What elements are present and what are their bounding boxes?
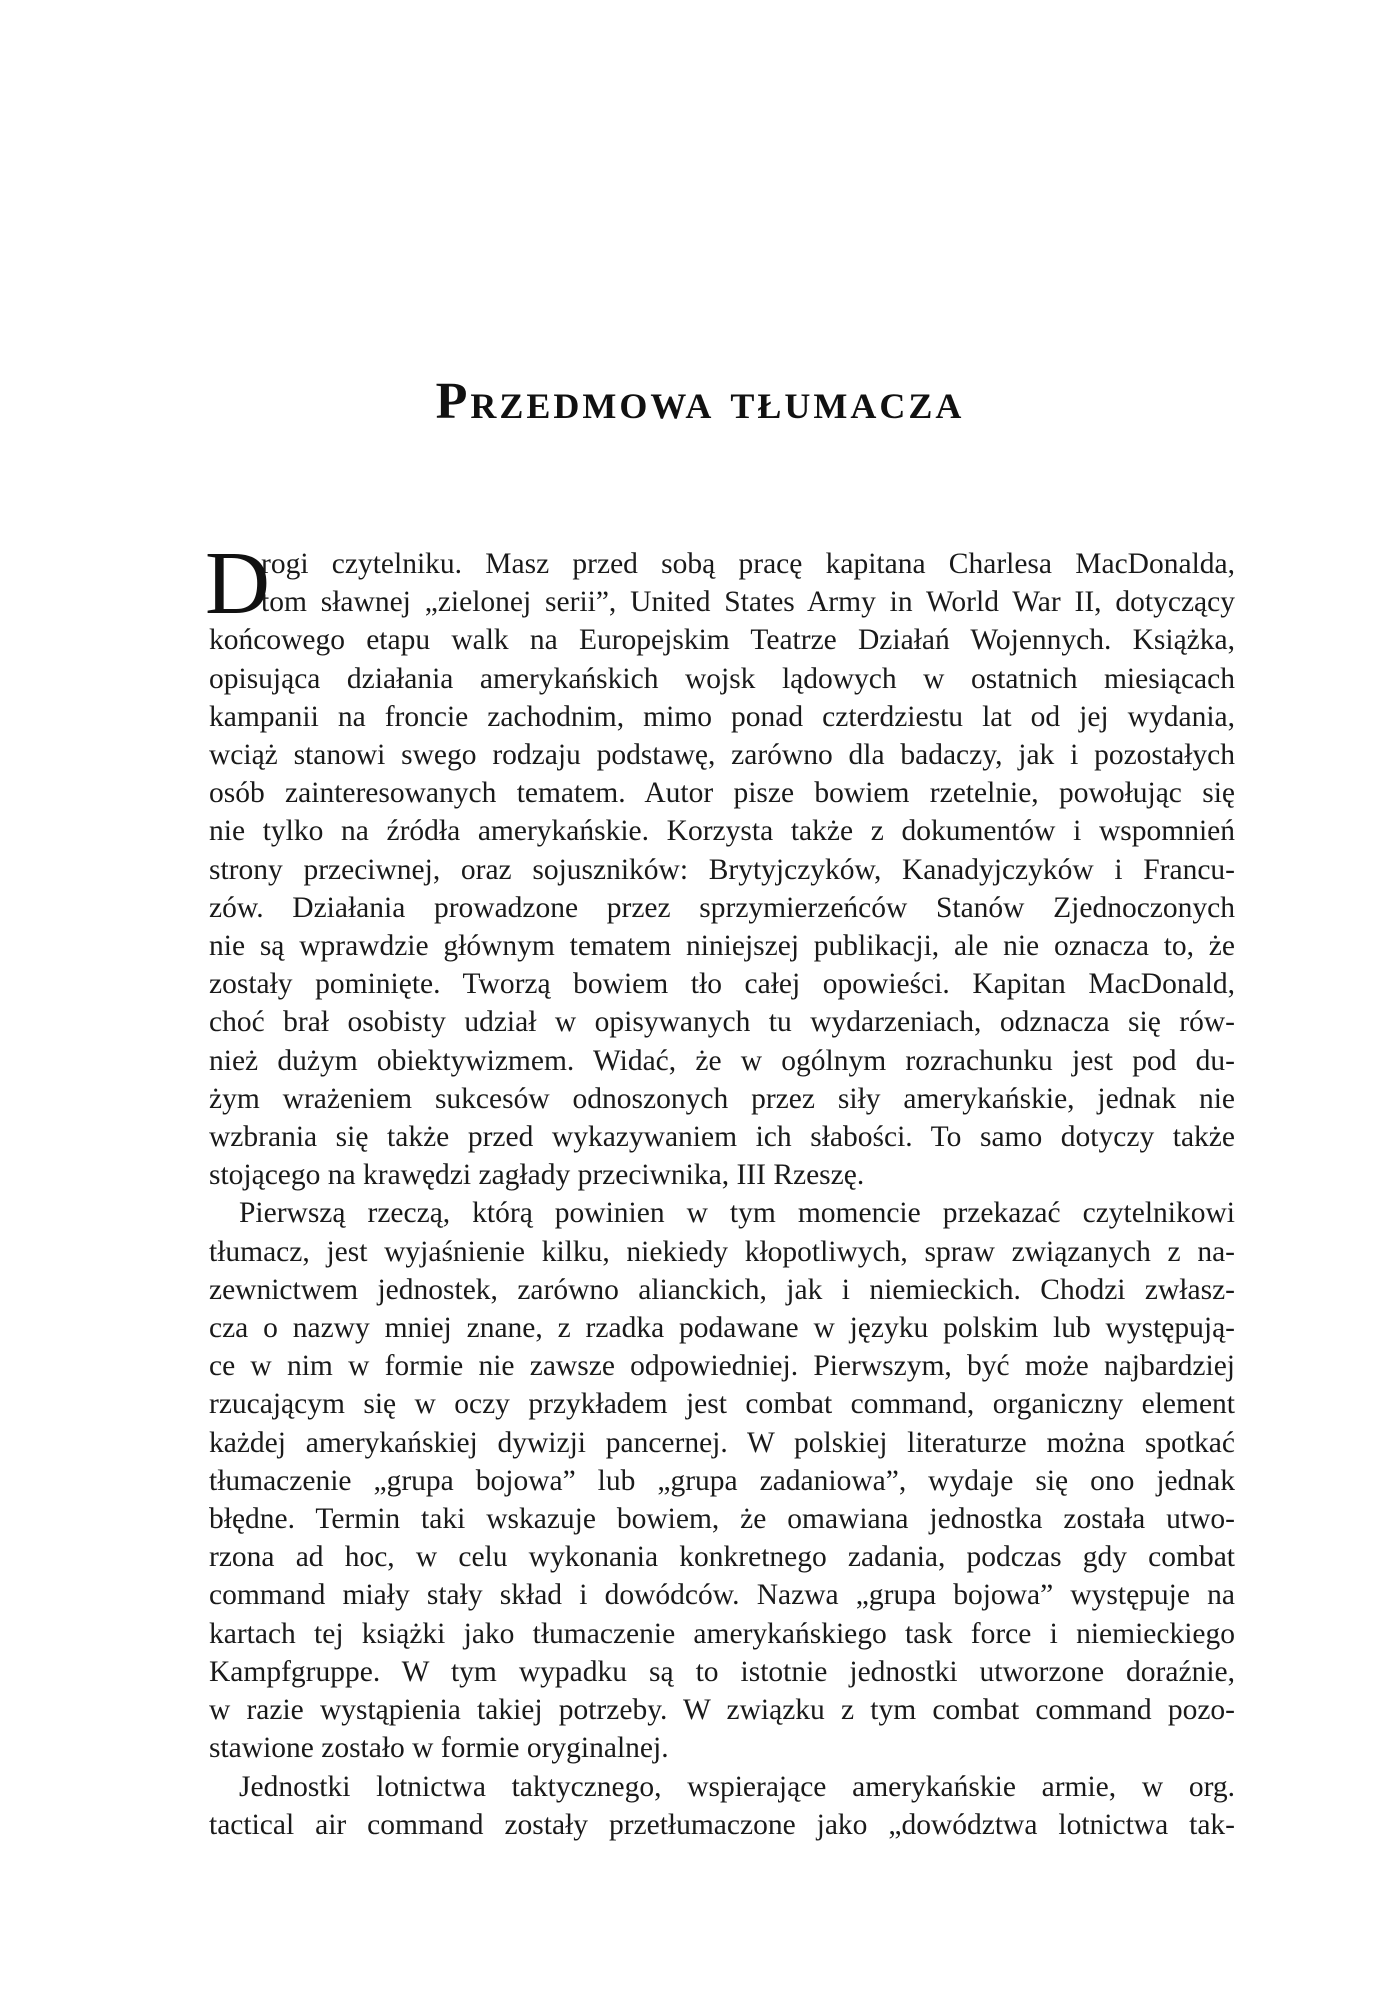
text-line: tłumacz, jest wyjaśnienie kilku, niekiedy kłopotliwych, spraw związanych z na-	[209, 1235, 1235, 1268]
chapter-title: Przedmowa tłumacza	[435, 373, 965, 430]
text-line: nie tylko na źródła amerykańskie. Korzysta także z dokumentów i wspomnień	[209, 815, 1235, 848]
text-line: command miały stały skład i dowódców. Nazwa „grupa bojowa” występuje na	[209, 1579, 1235, 1612]
text-line: opisująca działania amerykańskich wojsk lądowych w ostatnich miesiącach	[209, 662, 1235, 695]
text-line: stawione zostało w formie oryginalnej.	[209, 1732, 669, 1765]
text-line: zewnictwem jednostek, zarówno alianckich, jak i niemieckich. Chodzi zwłasz-	[209, 1273, 1235, 1306]
text-line: cza o nazwy mniej znane, z rzadka podawane w języku polskim lub występują-	[209, 1312, 1235, 1345]
text-line: kartach tej książki jako tłumaczenie amerykańskiego task force i niemieckiego	[209, 1617, 1235, 1650]
text-line: nież dużym obiektywizmem. Widać, że w ogólnym rozrachunku jest pod du-	[209, 1044, 1235, 1077]
text-line: rzona ad hoc, w celu wykonania konkretnego zadania, podczas gdy combat	[209, 1541, 1235, 1574]
text-line: Kampfgruppe. W tym wypadku są to istotnie jednostki utworzone doraźnie,	[209, 1655, 1235, 1688]
text-line: błędne. Termin taki wskazuje bowiem, że omawiana jednostka została utwo-	[209, 1503, 1235, 1536]
text-line: D rogi czytelniku. Masz przed sobą pracę kapitana Charlesa MacDonalda,	[205, 534, 1235, 633]
text-line: zostały pominięte. Tworzą bowiem tło całej opowieści. Kapitan MacDonald,	[209, 968, 1235, 1001]
text-line: kampanii na froncie zachodnim, mimo ponad czterdziestu lat od jej wydania,	[209, 700, 1235, 733]
drop-cap: D	[205, 534, 270, 633]
text-line: tactical air command zostały przetłumaczone jako „dowództwa lotnictwa tak-	[209, 1808, 1235, 1841]
text-line: ce w nim w formie nie zawsze odpowiedniej. Pierwszym, być może najbardziej	[209, 1350, 1235, 1383]
text-line: nie są wprawdzie głównym tematem niniejszej publikacji, ale nie oznacza to, że	[209, 930, 1235, 963]
text-line: stojącego na krawędzi zagłady przeciwnika, III Rzeszę.	[209, 1159, 865, 1192]
text-line: każdej amerykańskiej dywizji pancernej. W polskiej literaturze można spotkać	[209, 1426, 1235, 1459]
text-line: wciąż stanowi swego rodzaju podstawę, zarówno dla badaczy, jak i pozostałych	[209, 739, 1235, 772]
text-line: tłumaczenie „grupa bojowa” lub „grupa zadaniowa”, wydaje się ono jednak	[209, 1464, 1235, 1497]
text-line: rzucającym się w oczy przykładem jest combat command, organiczny element	[209, 1388, 1235, 1421]
text-line: choć brał osobisty udział w opisywanych tu wydarzeniach, odznacza się rów-	[209, 1006, 1235, 1039]
text-line: Jednostki lotnictwa taktycznego, wspierające amerykańskie armie, w org.	[239, 1770, 1235, 1803]
text-line: osób zainteresowanych tematem. Autor pisze bowiem rzetelnie, powołując się	[209, 777, 1235, 810]
text-line: wzbrania się także przed wykazywaniem ich słabości. To samo dotyczy także	[209, 1121, 1235, 1154]
text-line: Pierwszą rzeczą, którą powinien w tym momencie przekazać czytelnikowi	[239, 1197, 1235, 1230]
text-line: końcowego etapu walk na Europejskim Teatrze Działań Wojennych. Książka,	[209, 624, 1235, 657]
body-text	[205, 534, 1235, 1844]
text-line: w razie wystąpienia takiej potrzeby. W związku z tym combat command pozo-	[209, 1694, 1235, 1727]
text-line: zów. Działania prowadzone przez sprzymierzeńców Stanów Zjednoczonych	[209, 891, 1235, 924]
text-line: tom sławnej „zielonej serii”, United States Army in World War II, dotyczący	[261, 586, 1235, 619]
text-line: żym wrażeniem sukcesów odnoszonych przez siły amerykańskie, jednak nie	[209, 1082, 1235, 1115]
text-line: strony przeciwnej, oraz sojuszników: Brytyjczyków, Kanadyjczyków i Francu-	[209, 853, 1235, 886]
